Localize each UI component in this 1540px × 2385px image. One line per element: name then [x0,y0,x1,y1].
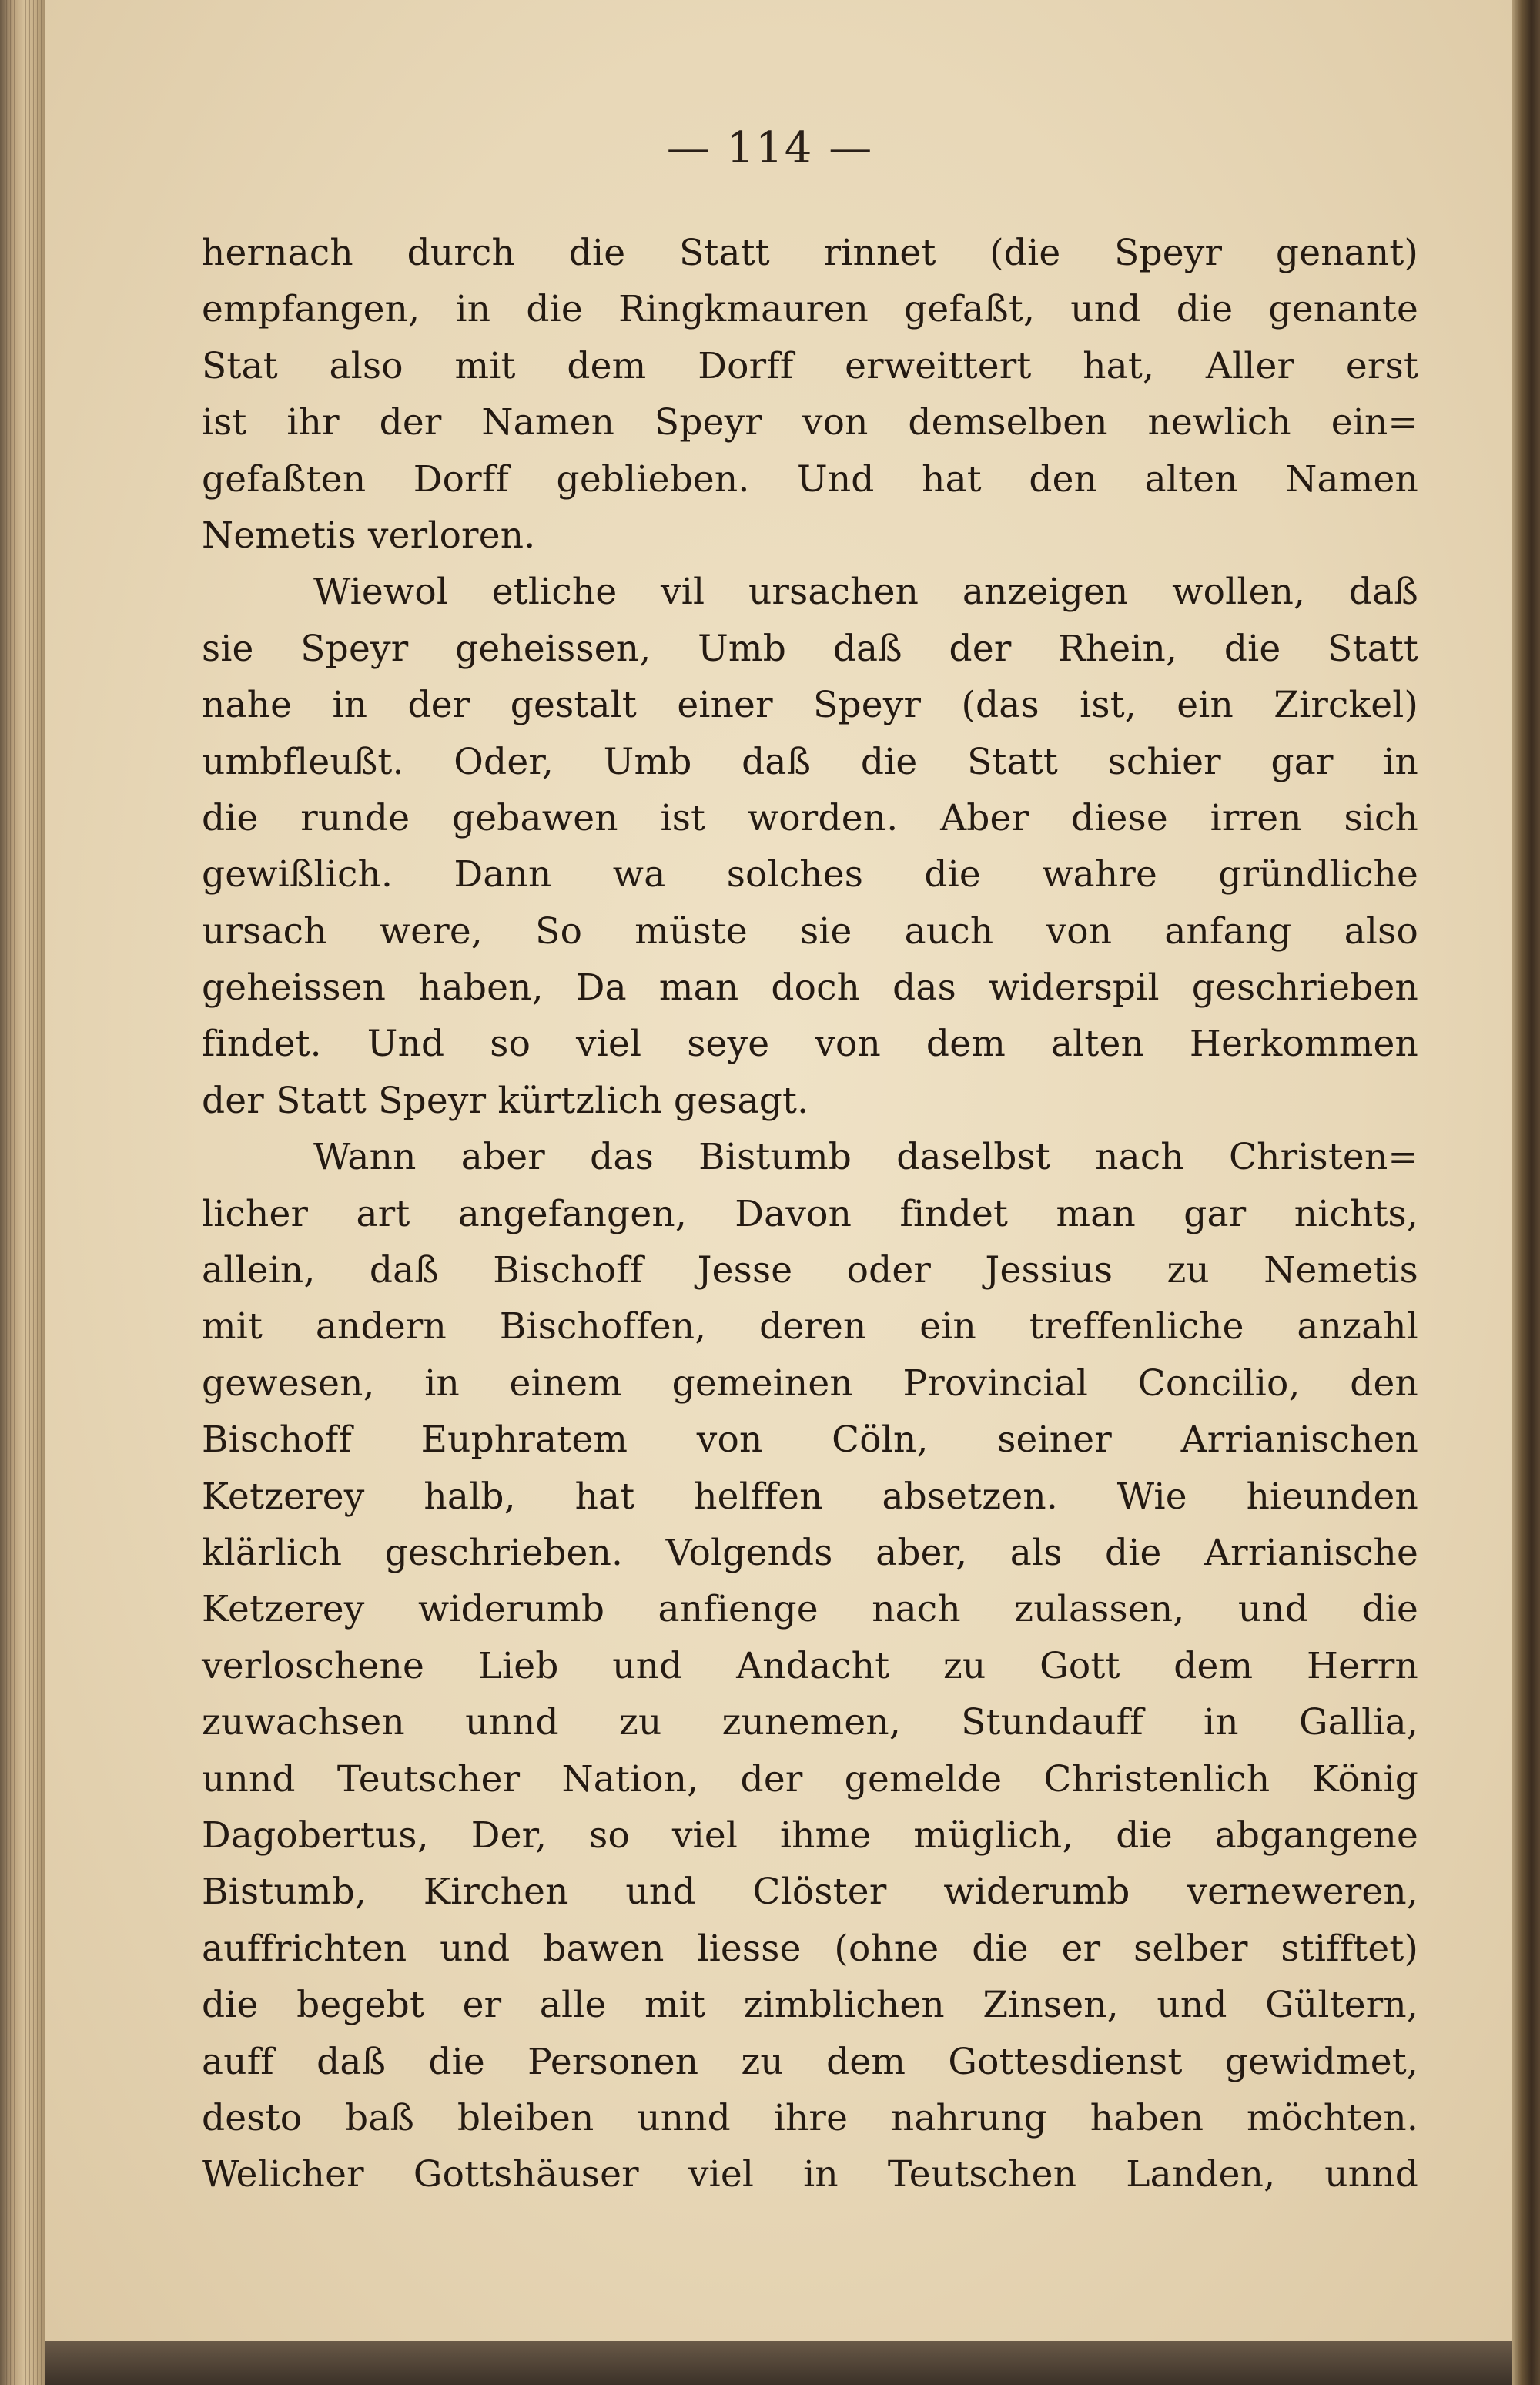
text-line: Nemetis verloren. [202,514,536,557]
text-line: mit andern Bischoffen, deren ein treffenliche anzahl [202,1305,1418,1348]
text-line: gewesen, in einem gemeinen Provincial Concilio, den [202,1362,1418,1405]
text-line: umbfleußt. Oder, Umb daß die Statt schier gar in [202,740,1418,783]
text-line: Ketzerey widerumb anfienge nach zulassen, und die [202,1588,1418,1631]
bottom-shadow [45,2341,1512,2385]
text-line: verloschene Lieb und Andacht zu Gott dem Herrn [202,1644,1418,1687]
text-line: desto baß bleiben unnd ihre nahrung haben möchten. [202,2096,1418,2139]
text-line: Welicher Gottshäuser viel in Teutschen Landen, unnd [202,2153,1418,2196]
text-line: Wann aber das Bistumb daselbst nach Christen= [313,1136,1418,1179]
text-line: licher art angefangen, Davon findet man gar nichts, [202,1192,1418,1235]
text-line: der Statt Speyr kürtzlich gesagt. [202,1079,809,1122]
text-line: allein, daß Bischoff Jesse oder Jessius zu Nemetis [202,1249,1418,1292]
text-line: Dagobertus, Der, so viel ihme müglich, die abgangene [202,1814,1418,1857]
text-line: auff daß die Personen zu dem Gottesdienst gewidmet, [202,2040,1418,2083]
text-line: findet. Und so viel seye von dem alten Herkommen [202,1023,1418,1066]
text-line: sie Speyr geheissen, Umb daß der Rhein, die Statt [202,627,1418,670]
text-line: ursach were, So müste sie auch von anfang also [202,909,1418,953]
page-edge-lines [6,0,42,2385]
body-text [202,225,1418,2203]
text-line: hernach durch die Statt rinnet (die Speyr genant) [202,232,1418,274]
text-line: gefaßten Dorff geblieben. Und hat den alten Namen [202,457,1418,501]
book-spine [1512,0,1540,2385]
text-line: die runde gebawen ist worden. Aber diese irren sich [202,796,1418,839]
text-line: nahe in der gestalt einer Speyr (das ist, ein Zirckel) [202,684,1418,727]
text-line: Bischoff Euphratem von Cöln, seiner Arrianischen [202,1419,1418,1462]
text-line: Ketzerey halb, hat helffen absetzen. Wie hieunden [202,1475,1418,1518]
text-line: klärlich geschrieben. Volgends aber, als die Arrianische [202,1531,1418,1574]
text-line: Stat also mit dem Dorff erweittert hat, Aller erst [202,344,1418,387]
text-line: geheissen haben, Da man doch das widerspil geschrieben [202,966,1418,1010]
text-line: auffrichten und bawen liesse (ohne die er selber stifftet) [202,1927,1418,1970]
page-number: — 114 — [666,123,874,173]
text-line: Bistumb, Kirchen und Clöster widerumb verneweren, [202,1871,1418,1914]
text-line: die begebt er alle mit zimblichen Zinsen, und Gültern, [202,1984,1418,2027]
text-line: empfangen, in die Ringkmauren gefaßt, und die genante [202,288,1418,331]
text-line: Wiewol etliche vil ursachen anzeigen wollen, daß [313,571,1418,614]
text-line: unnd Teutscher Nation, der gemelde Christenlich König [202,1757,1418,1800]
text-line: zuwachsen unnd zu zunemen, Stundauff in Gallia, [202,1701,1418,1744]
text-line: gewißlich. Dann wa solches die wahre gründliche [202,853,1418,896]
text-line: ist ihr der Namen Speyr von demselben newlich ein= [202,401,1418,444]
